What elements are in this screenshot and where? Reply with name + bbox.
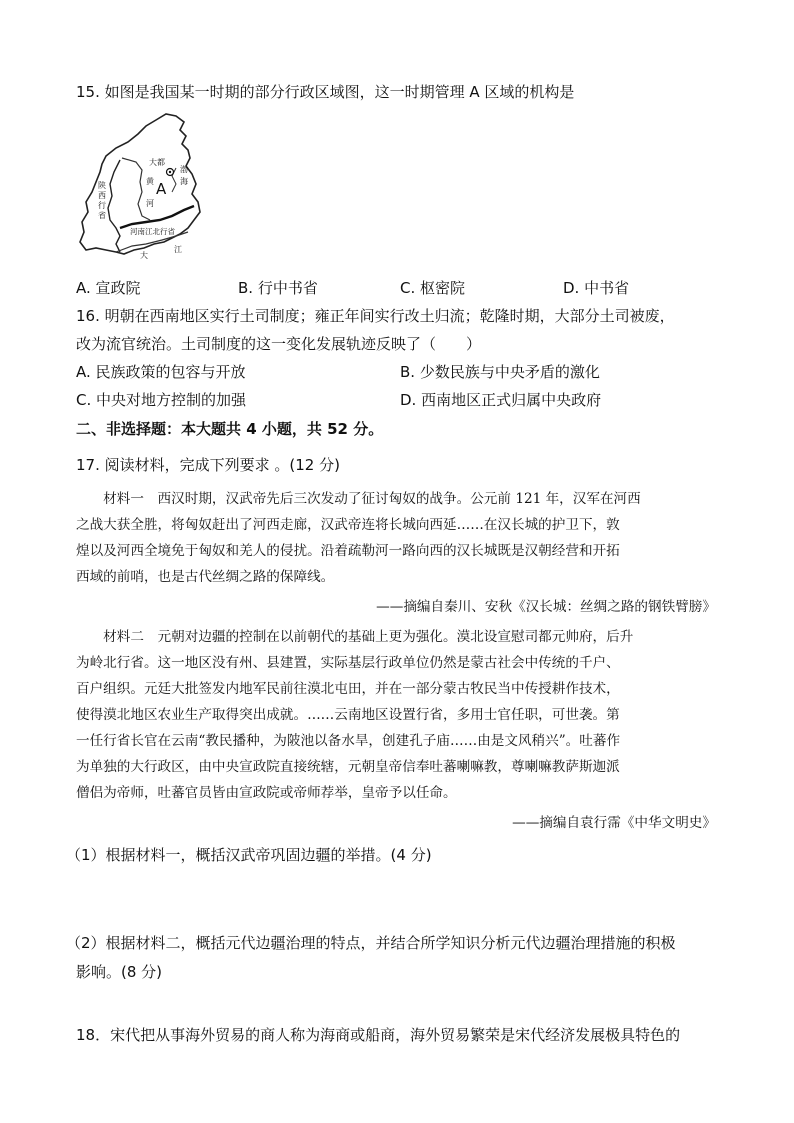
q17-material1-line: 材料一 西汉时期，汉武帝先后三次发动了征讨匈奴的战争。公元前 121 年，汉军在河西 bbox=[76, 491, 641, 507]
shaanxi-label-3: 行 bbox=[98, 201, 106, 210]
river-label-2: 河 bbox=[146, 199, 154, 208]
q15-option-b[interactable]: B. 行中书省 bbox=[238, 279, 318, 297]
q17-material2-line: 材料二 元朝对边疆的控制在以前朝代的基础上更为强化。漠北设宣慰司都元帅府，后升 bbox=[76, 629, 634, 645]
shaanxi-label-4: 省 bbox=[98, 211, 106, 220]
q17-material2-line: 僧侣为帝师，吐蕃官员皆由宣政院或帝师荐举，皇帝予以任命。 bbox=[76, 785, 457, 801]
q15-option-a[interactable]: A. 宣政院 bbox=[76, 279, 141, 297]
region-a-label: A bbox=[156, 180, 167, 198]
shaanxi-boundary bbox=[108, 160, 120, 252]
q17-source2: ——摘编自袁行霈《中华文明史》 bbox=[512, 815, 716, 831]
q17-material1-line: 之战大获全胜，将匈奴赶出了河西走廊，汉武帝连将长城向西延……在汉长城的护卫下，敦 bbox=[76, 517, 620, 533]
q15-option-d[interactable]: D. 中书省 bbox=[563, 279, 630, 297]
yellow-river bbox=[122, 158, 150, 220]
q18-stem: 18．宋代把从事海外贸易的商人称为海商或船商，海外贸易繁荣是宋代经济发展极具特色的 bbox=[76, 1026, 681, 1044]
q17-material2-line: 一任行省长官在云南“教民播种，为陂池以备水旱，创建孔子庙……由是文风稍兴”。吐蕃作 bbox=[76, 733, 621, 749]
shaanxi-label-1: 陕 bbox=[98, 181, 106, 190]
capital-label: 大都 bbox=[149, 158, 165, 167]
q17-material1-line: 煌以及河西全境免于匈奴和羌人的侵扰。沿着疏勒河一路向西的汉长城既是汉朝经营和开拓 bbox=[76, 543, 620, 559]
q15-option-c[interactable]: C. 枢密院 bbox=[400, 279, 466, 297]
shaanxi-label-2: 西 bbox=[98, 191, 106, 200]
q16-option-d[interactable]: D. 西南地区正式归属中央政府 bbox=[400, 391, 602, 409]
river-label-1: 黄 bbox=[146, 177, 154, 186]
yangtze-label-1: 大 bbox=[140, 251, 148, 260]
q17-material1-line: 西域的前哨，也是古代丝绸之路的保障线。 bbox=[76, 569, 335, 585]
yangtze-label-2: 江 bbox=[174, 245, 182, 254]
capital-dot bbox=[169, 171, 171, 173]
q17-material2-line: 为单独的大行政区，由中央宣政院直接统辖，元朝皇帝信奉吐蕃喇嘛教，尊喇嘛教萨斯迦派 bbox=[76, 759, 620, 775]
q17-material2-line: 为岭北行省。这一地区没有州、县建置，实际基层行政单位仍然是蒙古社会中传统的千户、 bbox=[76, 655, 620, 671]
q17-material2-line: 使得漠北地区农业生产取得突出成就。……云南地区设置行省，多用士官任职，可世袭。第 bbox=[76, 707, 620, 723]
bohai-label-1: 渤 bbox=[180, 165, 188, 174]
q17-sub1: （1）根据材料一，概括汉武帝巩固边疆的举措。(4 分) bbox=[66, 846, 432, 864]
q15-stem: 15. 如图是我国某一时期的部分行政区域图，这一时期管理 A 区域的机构是 bbox=[76, 83, 575, 101]
q17-material2-line: 百户组织。元廷大批签发内地军民前往漠北屯田，并在一部分蒙古牧民当中传授耕作技术， bbox=[76, 681, 620, 697]
q16-option-b[interactable]: B. 少数民族与中央矛盾的激化 bbox=[400, 363, 600, 381]
administrative-map-image bbox=[76, 112, 204, 272]
henan-label: 河南江北行省 bbox=[130, 227, 175, 236]
q16-stem-line1: 16. 明朝在西南地区实行土司制度；雍正年间实行改土归流；乾隆时期，大部分土司被废， bbox=[76, 307, 675, 325]
q17-source1: ——摘编自秦川、安秋《汉长城：丝绸之路的钢铁臂膀》 bbox=[376, 599, 716, 615]
q16-stem-line2: 改为流官统治。土司制度的这一变化发展轨迹反映了（ ） bbox=[76, 335, 482, 353]
henan-boundary bbox=[120, 206, 194, 228]
q16-option-a[interactable]: A. 民族政策的包容与开放 bbox=[76, 363, 246, 381]
q17-stem: 17. 阅读材料，完成下列要求 。(12 分) bbox=[76, 456, 340, 474]
bohai-label-2: 海 bbox=[180, 177, 188, 186]
q16-option-c[interactable]: C. 中央对地方控制的加强 bbox=[76, 391, 247, 409]
q15-map bbox=[76, 112, 204, 272]
q17-sub2-line2: 影响。(8 分) bbox=[76, 963, 163, 981]
section2-title: 二、非选择题：本大题共 4 小题，共 52 分。 bbox=[76, 420, 384, 438]
q17-sub2-line1: （2）根据材料二，概括元代边疆治理的特点，并结合所学知识分析元代边疆治理措施的积极 bbox=[66, 934, 676, 952]
